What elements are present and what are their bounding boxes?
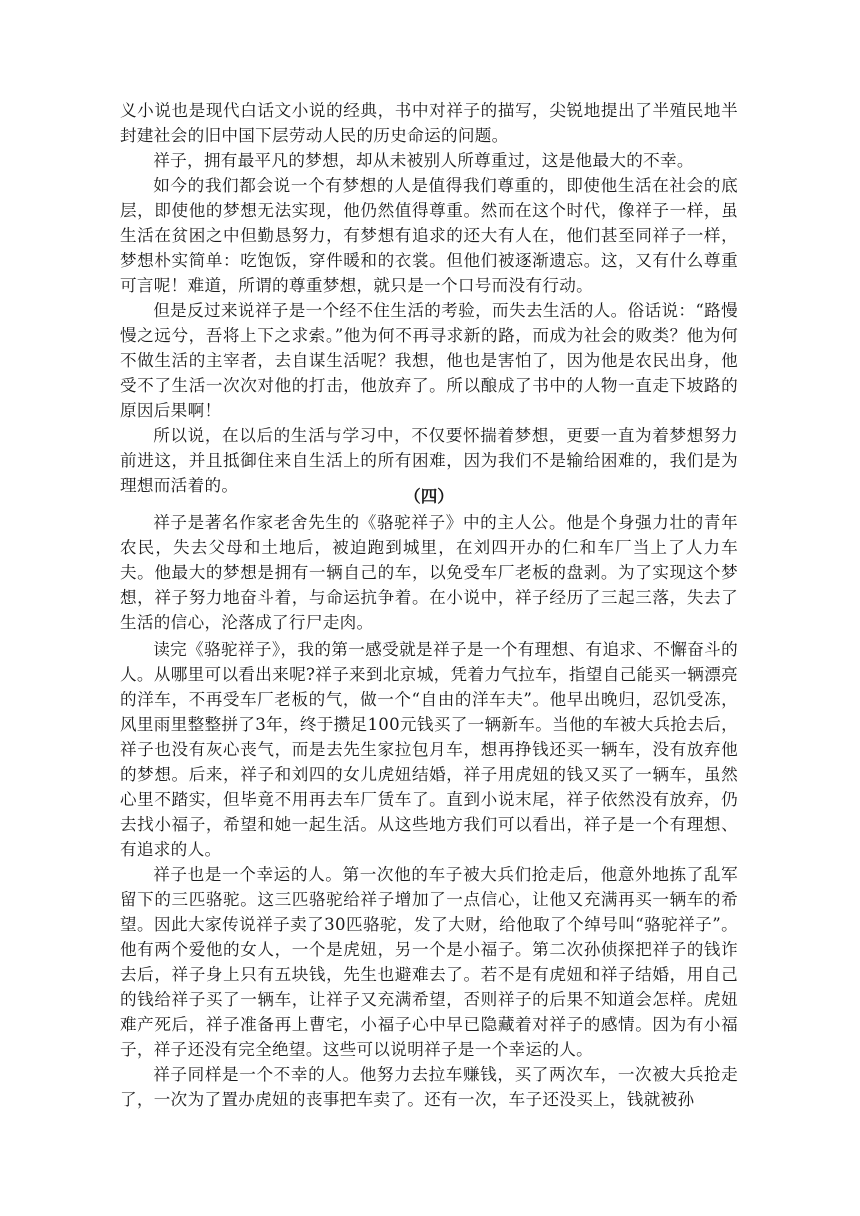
paragraph: 祥子，拥有最平凡的梦想，却从未被别人所尊重过，这是他最大的不幸。: [153, 151, 694, 170]
paragraph: 义小说也是现代白话文小说的经典，书中对祥子的描写，尖锐地提出了半殖民地半封建社会的旧中国下层劳动人民的历史命运的问题。: [120, 101, 738, 145]
paragraph: 所以说，在以后的生活与学习中，不仅要怀揣着梦想，更要一直为着梦想努力前进这，并且抵御住来自生活上的所有困难，因为我们不是输给困难的，我们是为理想而活着的。: [120, 426, 738, 495]
section-heading: （四）: [404, 486, 454, 506]
paragraph: 祥子也是一个幸运的人。第一次他的车子被大兵们抢走后，他意外地拣了乱军留下的三匹骆驼。这三匹骆驼给祥子增加了一点信心，让他又充满再买一辆车的希望。因此大家传说祥子卖了30匹骆驼，发了大财，给他取了个绰号叫“骆驼祥子”。他有两个爱他的女人，一个是虎妞，另一个是小福子。第二次孙侦探把祥子的钱诈去后，祥子身上只有五块钱，先生也避难去了。若不是有虎妞和祥子结婚，用自己的钱给祥子买了一辆车，让祥子又充满希望，否则祥子的后果不知道会怎样。虎妞难产死后，祥子准备再上曹宅，小福子心中早已隐藏着对祥子的感情。因为有小福子，祥子还没有完全绝望。这些可以说明祥子是一个幸运的人。: [120, 865, 738, 1059]
paragraph: 如今的我们都会说一个有梦想的人是值得我们尊重的，即使他生活在社会的底层，即使他的梦想无法实现，他仍然值得尊重。然而在这个时代，像祥子一样，虽生活在贫困之中但勤恳努力，有梦想有追求的还大有人在，他们甚至同祥子一样，梦想朴实简单：吃饱饭，穿件暖和的衣裳。但他们被逐渐遗忘。这，又有什么尊重可言呢！难道，所谓的尊重梦想，就只是一个口号而没有行动。: [120, 176, 738, 295]
paragraph: 祥子同样是一个不幸的人。他努力去拉车赚钱，买了两次车，一次被大兵抢走了，一次为了置办虎妞的丧事把车卖了。还有一次，车子还没买上，钱就被孙: [120, 1065, 738, 1109]
paragraph: 但是反过来说祥子是一个经不住生活的考验，而失去生活的人。俗话说：“路慢慢之远兮，吾将上下之求索。”他为何不再寻求新的路，而成为社会的败类？他为何不做生活的主宰者，去自谋生活呢？我想，他也是害怕了，因为他是农民出身，他受不了生活一次次对他的打击，他放弃了。所以酿成了书中的人物一直走下坡路的原因后果啊！: [120, 301, 738, 420]
section-intro: [120, 510, 738, 635]
paragraph: 祥子是著名作家老舍先生的《骆驼祥子》中的主人公。他是个身强力壮的青年农民，失去父母和土地后，被迫跑到城里，在刘四开办的仁和车厂当上了人力车夫。他最大的梦想是拥有一辆自己的车，以免受车厂老板的盘剥。为了实现这个梦想，祥子努力地奋斗着，与命运抗争着。在小说中，祥子经历了三起三落，失去了生活的信心，沦落成了行尸走肉。: [120, 513, 738, 632]
paragraph: 读完《骆驼祥子》，我的第一感受就是祥子是一个有理想、有追求、不懈奋斗的人。从哪里可以看出来呢?祥子来到北京城，凭着力气拉车，指望自己能买一辆漂亮的洋车，不再受车厂老板的气，做一个“自由的洋车夫”。他早出晚归，忍饥受冻，风里雨里整整拼了3年，终于攒足100元钱买了一辆新车。当他的车被大兵抢去后，祥子也没有灰心丧气，而是去先生家拉包月车，想再挣钱还买一辆车，没有放弃他的梦想。后来，祥子和刘四的女儿虎妞结婚，祥子用虎妞的钱又买了一辆车，虽然心里不踏实，但毕竟不用再去车厂赁车了。直到小说末尾，祥子依然没有放弃，仍去找小福子，希望和她一起生活。从这些地方我们可以看出，祥子是一个有理想、有追求的人。: [120, 640, 738, 859]
previous-section-body: [120, 98, 738, 498]
section-body: [120, 637, 738, 1112]
